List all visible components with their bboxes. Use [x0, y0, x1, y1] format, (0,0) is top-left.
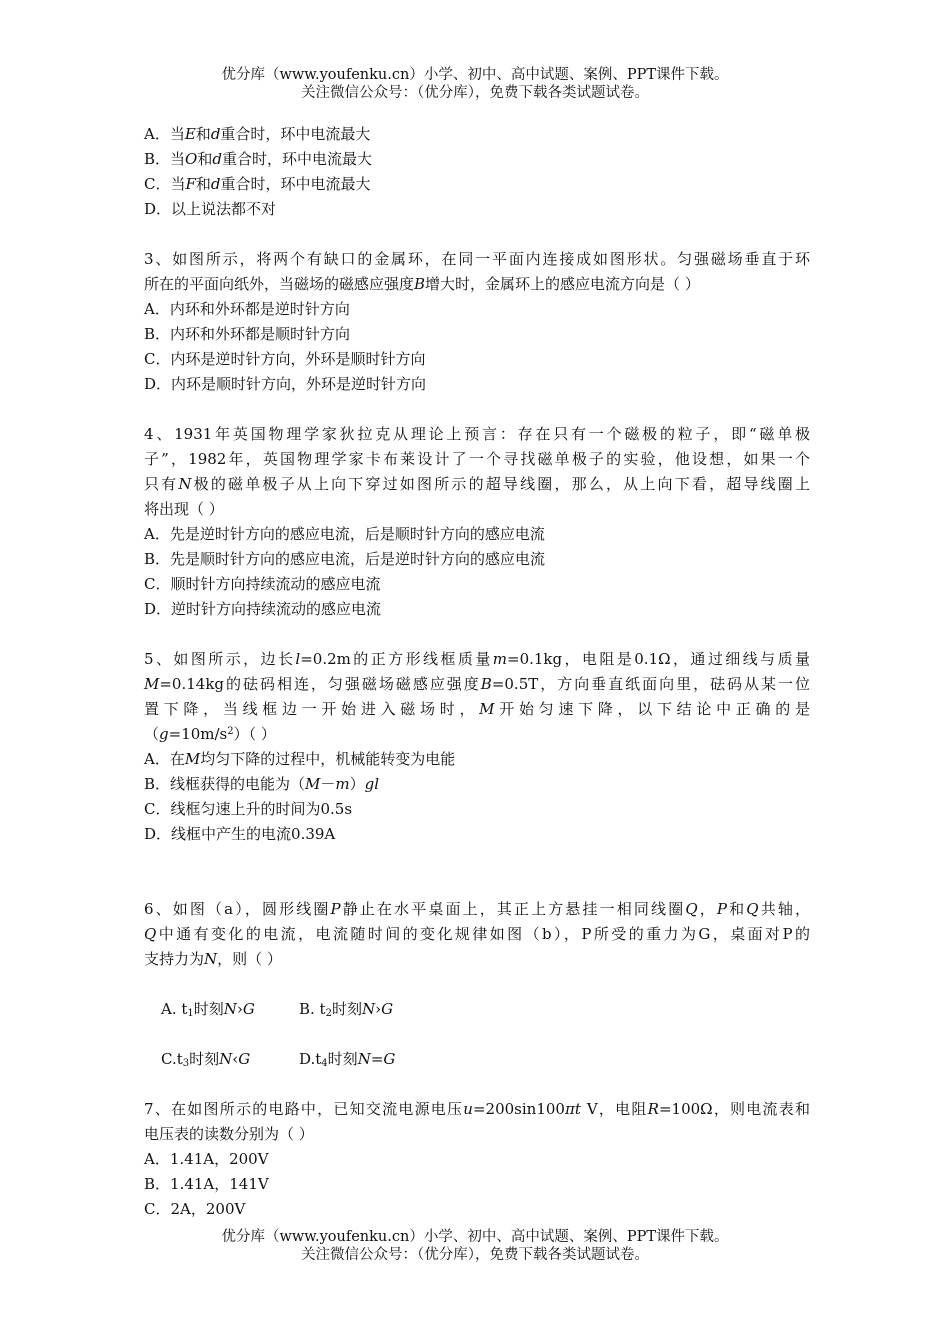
- q6-options-row-2: [144, 1047, 810, 1072]
- question-5: [144, 647, 810, 847]
- q4-stem-line-4: 将出现（ ）: [144, 500, 224, 518]
- q6-option-c: $C.t_3$时刻N‹G: [161, 1050, 251, 1069]
- q5-stem-line-4: $(g=10m/s^2)$（ ）: [144, 725, 276, 743]
- q7-option-a: A．1.41A，200V: [144, 1150, 269, 1168]
- q5-option-b: B．线框获得的电能为（M－m）gl: [144, 775, 380, 793]
- q7-option-b: B．1.41A，141V: [144, 1175, 269, 1193]
- q5-option-d: D．线框中产生的电流0.39A: [144, 825, 336, 843]
- footer-line-2: 关注微信公众号：（优分库），免费下载各类试题试卷。: [301, 1247, 649, 1263]
- q7-stem-line-1: 7、在如图所示的电路中，已知交流电源电压u=200sin100πt V，电阻R=100Ω，则电流表和: [144, 1100, 811, 1118]
- question-7: [144, 1097, 810, 1222]
- question-6: [144, 897, 810, 1072]
- q3-stem-line-1: 3、如图所示，将两个有缺口的金属环，在同一平面内连接成如图形状。匀强磁场垂直于环: [144, 250, 810, 268]
- q3-option-d: D．内环是顺时针方向，外环是逆时针方向: [144, 375, 427, 393]
- q4-option-c: C．顺时针方向持续流动的感应电流: [144, 575, 381, 593]
- q5-stem-line-2: M=0.14kg的砝码相连，匀强磁场磁感应强度B=0.5T，方向垂直纸面向里，砝码从某一位: [144, 675, 810, 693]
- q6-stem-line-3: 支持力为N，则（ ）: [144, 950, 282, 968]
- q6-option-b: B. $t_2$时刻N›G: [299, 1000, 394, 1019]
- q5-stem-line-1: 5、如图所示，边长l=0.2m的正方形线框质量m=0.1kg，电阻是0.1Ω，通过细线与质量: [144, 650, 810, 668]
- q6-stem-line-2: Q中通有变化的电流，电流随时间的变化规律如图（b），P所受的重力为G，桌面对P的: [144, 925, 810, 943]
- q4-option-a: A．先是逆时针方向的感应电流，后是顺时针方向的感应电流: [144, 525, 545, 543]
- q2-option-b: B．当O和d重合时，环中电流最大: [144, 150, 372, 168]
- q6-options-row-1: [144, 997, 810, 1022]
- q4-stem-line-1: 4、1931年英国物理学家狄拉克从理论上预言：存在只有一个磁极的粒子，即“磁单极: [144, 425, 810, 443]
- q2-option-c: C．当F和d重合时，环中电流最大: [144, 175, 371, 193]
- q4-stem-line-2: 子”，1982年，英国物理学家卡布莱设计了一个寻找磁单极子的实验，他设想，如果一个: [144, 450, 810, 468]
- q7-option-c: C．2A，200V: [144, 1200, 246, 1218]
- q5-option-c: C．线框匀速上升的时间为0.5s: [144, 800, 353, 818]
- q6-stem-line-1: 6、如图（a），圆形线圈P静止在水平桌面上，其正上方悬挂一相同线圈Q，P和Q共轴，: [144, 900, 810, 918]
- q3-option-a: A．内环和外环都是逆时针方向: [144, 300, 350, 318]
- question-2-options: [144, 122, 810, 222]
- q3-option-c: C．内环是逆时针方向，外环是顺时针方向: [144, 350, 426, 368]
- q4-stem-line-3: 只有N极的磁单极子从上向下穿过如图所示的超导线圈，那么，从上向下看，超导线圈上: [144, 475, 810, 493]
- q5-option-a: A．在M均匀下降的过程中，机械能转变为电能: [144, 750, 456, 768]
- q2-option-d: D．以上说法都不对: [144, 200, 277, 218]
- q4-option-d: D．逆时针方向持续流动的感应电流: [144, 600, 382, 618]
- q7-stem-line-2: 电压表的读数分别为（ ）: [144, 1125, 314, 1143]
- q5-stem-line-3: 置下降，当线框边一开始进入磁场时，M开始匀速下降，以下结论中正确的是: [144, 700, 810, 718]
- q3-stem-line-2: 所在的平面向纸外，当磁场的磁感应强度B增大时，金属环上的感应电流方向是（ ）: [144, 275, 700, 293]
- q6-option-d: $D.t_4$时刻N=G: [299, 1050, 396, 1069]
- q2-option-a: A．当E和d重合时，环中电流最大: [144, 125, 371, 143]
- q3-option-b: B．内环和外环都是顺时针方向: [144, 325, 351, 343]
- q4-option-b: B．先是顺时针方向的感应电流，后是逆时针方向的感应电流: [144, 550, 546, 568]
- question-3: [144, 247, 810, 397]
- header-line-2: 关注微信公众号：（优分库），免费下载各类试题试卷。: [301, 85, 649, 101]
- question-4: [144, 422, 810, 622]
- q6-option-a: A. $t_1$时刻N›G: [161, 1000, 255, 1019]
- page-header: [0, 66, 950, 102]
- document-body: [144, 122, 810, 1222]
- footer-line-1: 优分库（www.youfenku.cn）小学、初中、高中试题、案例、PPT课件下载。: [221, 1229, 729, 1245]
- page-footer: [0, 1228, 950, 1264]
- header-line-1: 优分库（www.youfenku.cn）小学、初中、高中试题、案例、PPT课件下载。: [221, 67, 729, 83]
